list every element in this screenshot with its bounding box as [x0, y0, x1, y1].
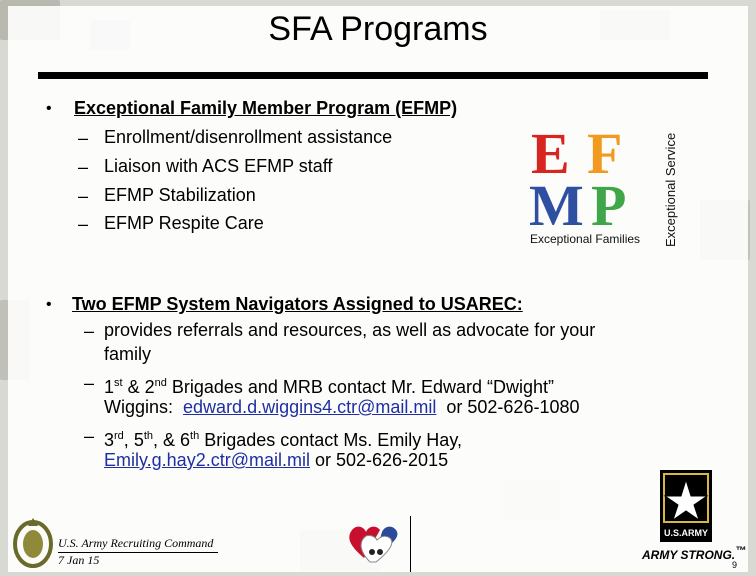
section1-item-2: EFMP Stabilization [104, 185, 256, 205]
footer-date: 7 Jan 15 [58, 553, 100, 567]
title-rule [38, 72, 708, 79]
section2-heading: Two EFMP System Navigators Assigned to USAREC: [72, 294, 523, 314]
dash-marker: – [78, 128, 89, 148]
footer-org: U.S. Army Recruiting Command [58, 536, 214, 550]
section2-item3-line2: Emily.g.hay2.ctr@mail.mil or 502-626-2015 [104, 450, 449, 470]
footer-vertical-divider [410, 516, 411, 572]
logo-side-text: Exceptional Service [663, 132, 678, 247]
section2-item2-line2: Wiggins: edward.d.wiggins4.ctr@mail.mil or 502-626-1080 [104, 397, 580, 417]
army-star-logo-icon [660, 470, 712, 542]
logo-letter-e: E [531, 121, 570, 186]
dash-marker: – [78, 214, 89, 234]
logo-letter-f: F [587, 121, 623, 186]
section2-item1-line1: provides referrals and resources, as well as advocate for your [104, 320, 596, 340]
recruiting-command-emblem-icon [10, 514, 56, 570]
email-link-hay[interactable]: Emily.g.hay2.ctr@mail.mil [104, 450, 310, 470]
dash-marker: – [84, 321, 95, 341]
logo-letter-m: M [529, 173, 584, 238]
army-strong-text: ARMY STRONG.™ [642, 545, 747, 562]
section1-heading: Exceptional Family Member Program (EFMP) [74, 98, 458, 118]
dash-marker: – [84, 373, 95, 393]
email-link-wiggins[interactable]: edward.d.wiggins4.ctr@mail.mil [183, 397, 437, 417]
bullet-dot: • [46, 296, 52, 313]
dash-marker: – [78, 157, 89, 177]
section1-item-1: Liaison with ACS EFMP staff [104, 156, 333, 176]
section2-item3-line1: 3rd, 5th, & 6th Brigades contact Ms. Emily Hay, [104, 430, 462, 450]
dash-marker: – [78, 186, 89, 206]
efmp-logo [529, 121, 679, 251]
page-title: SFA Programs [268, 10, 488, 48]
logo-caption: Exceptional Families [530, 232, 641, 246]
content-panel [8, 6, 748, 572]
army-logo-label: U.S.ARMY [663, 528, 709, 538]
hearts-family-icon [344, 518, 406, 566]
section2-item1-line2: family [104, 344, 152, 364]
logo-letter-p: P [591, 173, 627, 238]
dash-marker: – [84, 426, 95, 446]
section1-item-0: Enrollment/disenrollment assistance [104, 127, 393, 147]
section1-item-3: EFMP Respite Care [104, 213, 264, 233]
section2-item2-line1: 1st & 2nd Brigades and MRB contact Mr. Edward “Dwight” [104, 377, 555, 397]
bullet-dot: • [46, 100, 52, 117]
page-number: 9 [732, 560, 738, 570]
